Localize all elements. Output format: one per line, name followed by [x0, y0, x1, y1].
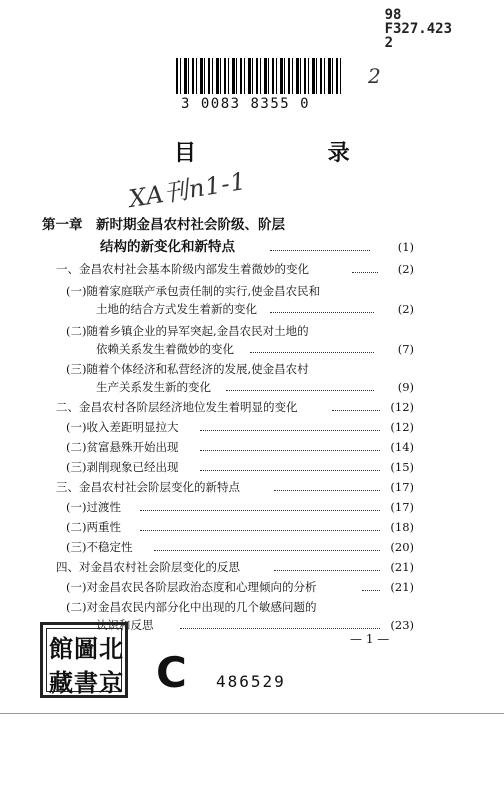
toc-entry-page: (21)	[390, 580, 414, 594]
divider	[0, 713, 504, 714]
leader-dots	[270, 312, 374, 313]
toc-entry-text: 认识和反思	[96, 618, 154, 632]
leader-dots	[140, 530, 380, 531]
toc-entry-text: (二)贫富悬殊开始出现	[66, 440, 179, 454]
toc-entry-text: (二)两重性	[66, 520, 121, 534]
library-stamp	[40, 622, 128, 698]
toc-entry-page: (12)	[390, 420, 414, 434]
toc-entry-text: (三)剥削现象已经出现	[66, 460, 179, 474]
handwritten-mark: 2	[368, 64, 381, 88]
toc-entry-page: (14)	[390, 440, 414, 454]
toc-entry-page: (7)	[397, 342, 414, 356]
call-number-line1: 98	[384, 7, 402, 23]
leader-dots	[180, 628, 380, 629]
toc-entry-text: 依赖关系发生着微妙的变化	[96, 342, 234, 356]
toc-entry-text: 第一章 新时期金昌农村社会阶级、阶层	[42, 217, 285, 233]
toc-entry-page: (17)	[390, 480, 414, 494]
handwritten-signature: XA刊n1-1	[126, 166, 249, 214]
toc-entry-text: 生产关系发生新的变化	[96, 380, 211, 394]
toc-entry-text: (三)不稳定性	[66, 540, 133, 554]
toc-entry-text: (一)过渡性	[66, 500, 121, 514]
toc-entry-page: (23)	[390, 618, 414, 632]
stamp-row-2: 藏書京	[49, 668, 124, 697]
toc-entry-text: (一)随着家庭联产承包责任制的实行,使金昌农民和	[66, 284, 321, 298]
barcode-number: 3 0083 8355 0	[181, 96, 311, 112]
toc-entry-page: (15)	[390, 460, 414, 474]
toc-entry-text: 结构的新变化和新特点	[100, 239, 235, 255]
toc-entry-page: (21)	[390, 560, 414, 574]
leader-dots	[200, 470, 380, 471]
toc-entry-page: (1)	[397, 240, 414, 254]
call-number-line2: F327.423	[384, 21, 452, 37]
accession-number: 486529	[216, 672, 286, 691]
page-number: — 1 —	[350, 632, 390, 646]
page-title: 目 录	[174, 140, 412, 166]
c-mark: C	[156, 648, 187, 697]
toc-entry-text: (一)对金昌农民各阶层政治态度和心理倾向的分析	[66, 580, 317, 594]
toc-entry-page: (12)	[390, 400, 414, 414]
leader-dots	[274, 570, 380, 571]
toc-entry-text: 二、金昌农村各阶层经济地位发生着明显的变化	[56, 400, 298, 414]
leader-dots	[200, 430, 380, 431]
toc-entry-text: 三、金昌农村社会阶层变化的新特点	[56, 480, 240, 494]
toc-entry-page: (18)	[390, 520, 414, 534]
toc-entry-text: (三)随着个体经济和私营经济的发展,使金昌农村	[66, 362, 309, 376]
leader-dots	[332, 410, 380, 411]
leader-dots	[154, 550, 380, 551]
toc-entry-page: (2)	[397, 302, 414, 316]
leader-dots	[270, 250, 370, 251]
toc-entry-text: (二)随着乡镇企业的异军突起,金昌农民对土地的	[66, 324, 309, 338]
leader-dots	[352, 272, 378, 273]
toc-entry-page: (20)	[390, 540, 414, 554]
leader-dots	[274, 490, 380, 491]
toc-entry-page: (17)	[390, 500, 414, 514]
toc-entry-text: 土地的结合方式发生着新的变化	[96, 302, 257, 316]
leader-dots	[226, 390, 374, 391]
toc-entry-page: (9)	[397, 380, 414, 394]
toc-entry-page: (2)	[397, 262, 414, 276]
toc-entry-text: 四、对金昌农村社会阶层变化的反思	[56, 560, 240, 574]
toc-entry-text: (一)收入差距明显拉大	[66, 420, 179, 434]
toc-entry-text: 一、金昌农村社会基本阶级内部发生着微妙的变化	[56, 262, 309, 276]
call-number-line3: 2	[384, 35, 393, 51]
stamp-row-1: 館圖北	[49, 634, 124, 663]
leader-dots	[200, 450, 380, 451]
leader-dots	[250, 352, 374, 353]
leader-dots	[362, 590, 380, 591]
leader-dots	[140, 510, 380, 511]
toc-entry-text: (二)对金昌农民内部分化中出现的几个敏感问题的	[66, 600, 317, 614]
